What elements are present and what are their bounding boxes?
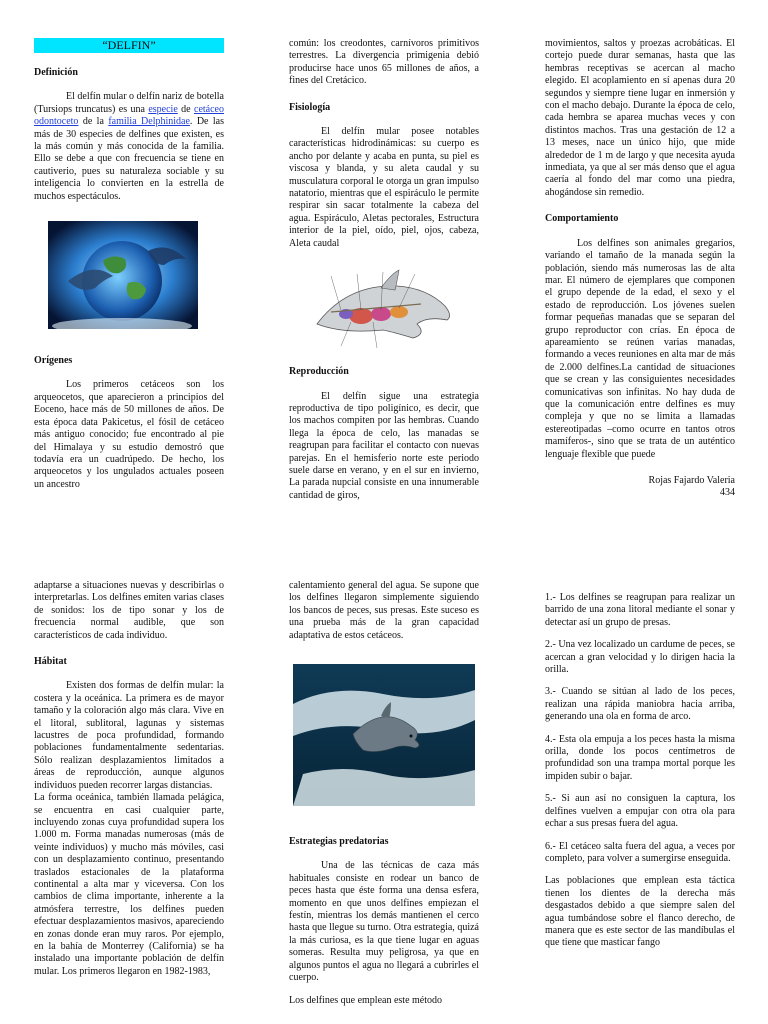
- reproduccion-paragraph: El delfín sigue una estrategia reproductiva de tipo poligínico, es decir, que los machos compiten por las hembras. Cuando llega la época de celo, las manadas se reagrupan para facilitar el contacto con nuevas parejas. En el hemisferio norte este periodo suele darse en verano, y en el sur en invierno, La parada nupcial consiste en una innumerable cantidad de giros,: [289, 390, 479, 501]
- heading-definicion: Definición: [34, 67, 78, 78]
- continuation-paragraph: calentamiento general del agua. Se supone que los delfines llegaron simplemente siguiendo los bancos de peces, sus presas. Este suceso es una prueba más de la gran capacidad adaptativa de estos cetáceos.: [289, 580, 479, 641]
- list-item: 6.- El cetáceo salta fuera del agua, a veces por completo, para volver a sumergirse enseguida.: [545, 840, 735, 864]
- continuation-paragraph: común: los creodontes, carnívoros primitivos terrestres. La divergencia primigenia debió producirse hace unos 65 millones de años, a fines del Cretácico.: [289, 38, 479, 87]
- link-cetaceo[interactable]: cetáceo: [194, 103, 224, 115]
- estrategias-paragraph-2: Los delfines que emplean este método: [289, 994, 443, 1006]
- dolphin-anatomy-image: [311, 264, 461, 352]
- list-item: 5.- Si aun así no consiguen la captura, los delfines vuelven a empujar con otra ola para echar a sus presas fuera del agua.: [545, 793, 735, 830]
- document-title: “DELFIN”: [34, 38, 224, 53]
- author-name: Rojas Fajardo Valeria: [648, 475, 735, 486]
- page2-column-1: [34, 580, 224, 978]
- heading-fisiologia: Fisiología: [289, 101, 331, 113]
- page2-column-3: [545, 580, 735, 950]
- definition-paragraph: El delfín mular o delfín nariz de botella (Tursiops truncatus) es una especie de cetáceo odontoceto de la familia Delphinidae. De las más de 30 especies de delfines que existen, es la más común y más conocida de la familia. Ello se debe a que con frecuencia se tiene en cautiverio, pues su naturaleza sociable y su inteligencia lo convierten en la estrella de muchos espectáculos.: [34, 91, 224, 202]
- origenes-paragraph: Los primeros cetáceos son los arqueocetos, que aparecieron a principios del Eoceno, hace más de 50 millones de años. De esta época data Pakicetus, el fósil de cetáceo más antiguo conocido; fue encontrado al pie del Himalaya y su estudio demostró que todavía era un cuadrúpedo. De hecho, los arqueocetos y los ungulados actuales poseen un ancestro: [34, 379, 224, 490]
- dolphin-swimming-image: [293, 664, 475, 806]
- page1-column-2: [289, 38, 479, 502]
- page-number: 434: [720, 487, 735, 499]
- link-odontoceto[interactable]: odontoceto: [34, 116, 79, 128]
- heading-habitat: Hábitat: [34, 656, 67, 668]
- page2-column-2: [289, 580, 479, 1007]
- earth-dolphins-image: [48, 221, 198, 329]
- link-especie[interactable]: especie: [148, 103, 178, 115]
- heading-comportamiento: Comportamiento: [545, 213, 619, 225]
- list-item: 4.- Esta ola empuja a los peces hasta la misma orilla, donde los pocos centímetros de profundidad son una trampa mortal porque les impiden subir o bajar.: [545, 733, 735, 782]
- list-item: 1.- Los delfines se reagrupan para realizar un barrido de una zona litoral mediante el sonar y detectar así un grupo de presas.: [545, 592, 735, 628]
- fisiologia-paragraph: El delfín mular posee notables características hidrodinámicas: su cuerpo es ancho por delante y acaba en punta, su piel es viscosa y blanda, y su aleta caudal y su musculatura corporal le otorga un gran impulso natatorio, mientras que el espiráculo le permite respirar sin sacar totalmente la cabeza del agua. Espiráculo, Aletas pectorales, Estructura interior de la piel, oído, piel, ojos, cabeza, Aleta caudal: [289, 126, 479, 249]
- heading-estrategias: Estrategias predatorias: [289, 836, 389, 848]
- heading-reproduccion: Reproducción: [289, 366, 349, 378]
- link-familia-delphinidae[interactable]: familia Delphinidae: [108, 116, 190, 128]
- page1-column-3: [545, 38, 735, 500]
- heading-origenes: Orígenes: [34, 355, 73, 367]
- habitat-paragraph-2: La forma oceánica, también llamada pelágica, se encuentra en casi cualquier parte, incluyendo zonas cuya profundidad supera los 1.000 m. Forma manadas numerosas (más de veinte individuos) y mucho más móviles, casi con un desplazamiento continuo, presentando traslados estacionales de la plataforma continental a alta mar y viceversa. Con los cambios de clima importante, inherente a la atmósfera terrestre, los delfines pueden efectuar desplazamientos masivos, apareciendo en zonas donde eran muy raros. Por ejemplo, en la bahía de Monterrey (California) se ha instalado una importante población de delfín mular. Los primeros llegaron en 1982-1983,: [34, 792, 224, 977]
- list-item: 3.- Cuando se sitúan al lado de los peces, realizan una rápida maniobra hacia arriba, generando una ola en forma de arco.: [545, 686, 735, 723]
- continuation-paragraph: movimientos, saltos y proezas acrobáticas. El cortejo puede durar semanas, hasta que las hembras receptivas se acercan al macho elegido. El acoplamiento en sí apenas dura 20 segundos y siempre tiene lugar en inmersión y con el macho debajo. Durante la época de celo, cada hembra se aparea muchas veces y con distintos machos. Tras una gestación de 12 a 13 meses, nace un único hijo, que mide alrededor de 1 m de largo y que necesita ayuda inmediata, ya que al ser más denso que el agua caería al fondo del mar como una piedra, ahogándose sin remedio.: [545, 38, 735, 198]
- comportamiento-paragraph: Los delfines son animales gregarios, variando el tamaño de la manada según la población, siendo más numerosas las de alta mar. El número de ejemplares que componen el grupo depende de la edad, el sexo y el estado de reproducción. Los jóvenes suelen formar pequeñas manadas que se separan del grupo reproductor con crías. En época de apareamiento se reúnen varias manadas, formando a veces reuniones en alta mar de más de 2.000 delfines.La cantidad de situaciones que se crean y las consiguientes necesidades comunicativas son infinitas. No hay duda de que la comunicación entre delfines es muy compleja y que no se limita a llamadas estereotipadas –como ocurre en tantos otros mamíferos-, sino que se trata de un auténtico lenguaje flexible que puede: [545, 237, 735, 460]
- list-item: 2.- Una vez localizado un cardume de peces, se acercan a gran velocidad y lo dirigen hacia la orilla.: [545, 639, 735, 676]
- habitat-paragraph-1: Existen dos formas de delfín mular: la costera y la oceánica. La primera es de mayor tamaño y la coloración algo más clara. Vive en el litoral, sublitoral, lagunas y sistemas lacustres de poca profundidad, formando poblaciones fundamentalmente sedentarias. Sólo realizan desplazamientos limitados a áreas de reproducción, aunque algunos individuos pueden recorrer largas distancias.: [34, 680, 224, 791]
- final-paragraph: Las poblaciones que emplean esta táctica tienen los dientes de la derecha más desgastados debido a que siempre salen del agua tumbándose sobre el flanco derecho, de manera que es este sector de las mandíbulas el que tiene que masticar fango: [545, 875, 735, 949]
- continuation-paragraph: adaptarse a situaciones nuevas y describirlas o interpretarlas. Los delfines emiten varias clases de sonidos: los de tipo sonar y los de frecuencia normal audible, que son característicos de cada individuo.: [34, 580, 224, 641]
- page1-column-1: [34, 38, 224, 491]
- estrategias-paragraph: Una de las técnicas de caza más habituales consiste en rodear un banco de peces hasta que éste forma una densa esfera, momento en que unos delfines empiezan el festín, mientras los demás mantienen el cerco hasta que llegue su turno. Otra estrategia, quizá la más curiosa, es la que tiene lugar en aguas someras. Resulta muy peligrosa, ya que en algunos puntos el agua no llegará a cubrirles el cuerpo.: [289, 860, 479, 984]
